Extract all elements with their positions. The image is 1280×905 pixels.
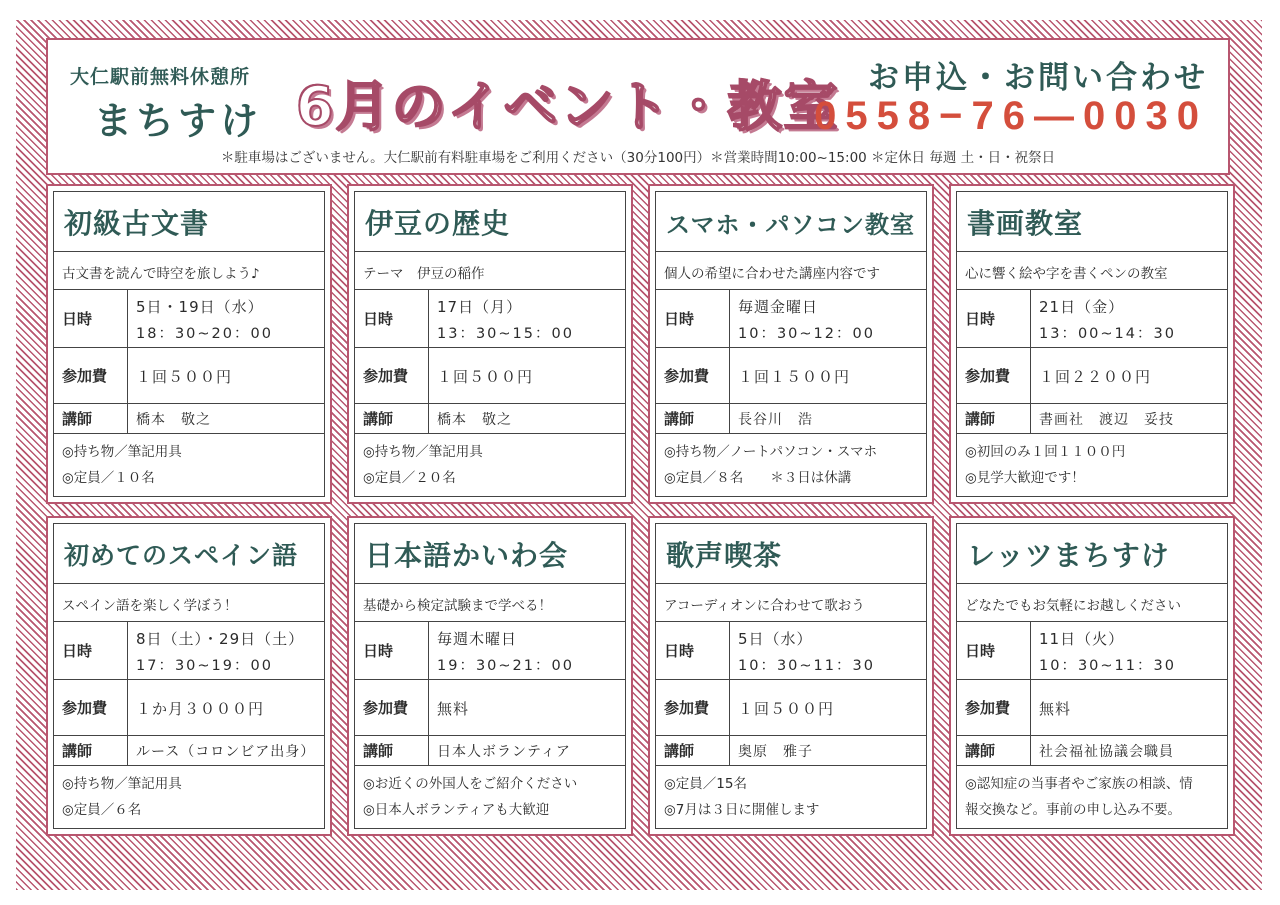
- fee-label: 参加費: [656, 348, 730, 403]
- event-title: 伊豆の歴史: [365, 207, 511, 240]
- event-title: 日本語かいわ会: [365, 539, 569, 572]
- event-time: 18：30~20：00: [136, 326, 273, 342]
- event-time: 17：30~19：00: [136, 658, 273, 674]
- event-date: 17日（月）: [437, 298, 523, 316]
- event-fee: １回１５００円: [738, 368, 851, 386]
- event-instructor: 日本人ボランティア: [437, 744, 571, 760]
- phone-number: 0558−76―0030: [814, 94, 1208, 138]
- fee-label: 参加費: [957, 680, 1031, 735]
- event-instructor: ルース（コロンビア出身）: [136, 744, 316, 760]
- instructor-label: 講師: [355, 736, 429, 765]
- event-note: ◎日本人ボランティアも大歓迎: [363, 802, 550, 818]
- notice-text: ＊駐車場はございません。大仁駅前有料駐車場をご利用ください（30分100円）＊営業時間10:00~15:00 ＊定休日 毎週 土・日・祝祭日: [220, 150, 1056, 166]
- fee-label: 参加費: [355, 348, 429, 403]
- event-instructor: 書画社 渡辺 妥技: [1039, 412, 1174, 428]
- event-note: ◎持ち物／筆記用具: [62, 444, 182, 460]
- date-label: 日時: [355, 622, 429, 679]
- event-date: 5日・19日（水）: [136, 298, 264, 316]
- event-note: ◎持ち物／ノートパソコン・スマホ: [664, 444, 878, 460]
- event-note: 報交換など。事前の申し込み不要。: [965, 802, 1181, 818]
- event-card: [949, 184, 1235, 504]
- date-label: 日時: [355, 290, 429, 347]
- event-desc: 基礎から検定試験まで学べる！: [363, 598, 552, 614]
- event-note: ◎持ち物／筆記用具: [62, 776, 182, 792]
- instructor-label: 講師: [54, 736, 128, 765]
- date-label: 日時: [957, 622, 1031, 679]
- event-note: ◎認知症の当事者やご家族の相談、情: [965, 776, 1193, 792]
- event-desc: 心に響く絵や字を書くペンの教室: [965, 266, 1168, 282]
- event-note: ◎定員／１０名: [62, 470, 155, 486]
- event-card: [347, 184, 633, 504]
- header-banner: [46, 38, 1230, 175]
- event-date: 5日（水）: [738, 630, 813, 648]
- date-label: 日時: [656, 290, 730, 347]
- event-time: 10：30~11：30: [738, 658, 875, 674]
- event-title: 書画教室: [967, 207, 1084, 240]
- event-card: [648, 516, 934, 836]
- venue-label: 大仁駅前無料休憩所: [70, 66, 251, 88]
- event-instructor: 長谷川 浩: [738, 412, 813, 428]
- event-date: 11日（火）: [1039, 630, 1125, 648]
- event-instructor: 橋本 敬之: [136, 412, 211, 428]
- event-desc: スペイン語を楽しく学ぼう！: [62, 598, 238, 614]
- event-fee: １回５００円: [738, 700, 835, 718]
- event-desc: 個人の希望に合わせた講座内容です: [664, 266, 880, 282]
- event-note: ◎見学大歓迎です！: [965, 470, 1085, 486]
- event-note: ◎7月は３日に開催します: [664, 802, 820, 818]
- event-fee: 無料: [437, 700, 470, 718]
- event-desc: どなたでもお気軽にお越しください: [965, 598, 1181, 614]
- event-title: 初級古文書: [64, 207, 210, 240]
- fee-label: 参加費: [355, 680, 429, 735]
- fee-label: 参加費: [656, 680, 730, 735]
- event-instructor: 橋本 敬之: [437, 412, 512, 428]
- event-note: ◎持ち物／筆記用具: [363, 444, 483, 460]
- event-card: [949, 516, 1235, 836]
- instructor-label: 講師: [54, 404, 128, 433]
- event-title: 歌声喫茶: [666, 539, 783, 572]
- event-fee: １回２２００円: [1039, 368, 1152, 386]
- event-card: [347, 516, 633, 836]
- instructor-label: 講師: [957, 404, 1031, 433]
- event-title: レッツまちすけ: [967, 539, 1170, 572]
- event-note: ◎定員／15名: [664, 776, 747, 792]
- date-label: 日時: [54, 622, 128, 679]
- event-note: ◎初回のみ１回１１００円: [965, 444, 1126, 460]
- event-fee: １回５００円: [136, 368, 233, 386]
- event-fee: 無料: [1039, 700, 1072, 718]
- instructor-label: 講師: [355, 404, 429, 433]
- event-note: ◎定員／６名: [62, 802, 142, 818]
- event-date: 毎週金曜日: [738, 298, 819, 316]
- instructor-label: 講師: [656, 404, 730, 433]
- date-label: 日時: [656, 622, 730, 679]
- event-instructor: 社会福祉協議会職員: [1039, 744, 1174, 760]
- event-card: [46, 516, 332, 836]
- date-label: 日時: [54, 290, 128, 347]
- event-instructor: 奥原 雅子: [738, 744, 813, 760]
- event-title: スマホ・パソコン教室: [666, 211, 916, 239]
- event-fee: １回５００円: [437, 368, 534, 386]
- date-label: 日時: [957, 290, 1031, 347]
- event-desc: アコーディオンに合わせて歌おう: [664, 598, 865, 614]
- event-time: 19：30~21：00: [437, 658, 574, 674]
- event-note: ◎定員／８名 ＊３日は休講: [664, 470, 852, 486]
- event-note: ◎定員／２０名: [363, 470, 456, 486]
- event-fee: １か月３０００円: [136, 700, 265, 718]
- contact-label: お申込・お問い合わせ: [868, 60, 1208, 96]
- instructor-label: 講師: [957, 736, 1031, 765]
- venue-name: まちすけ: [94, 99, 263, 143]
- fee-label: 参加費: [54, 348, 128, 403]
- event-note: ◎お近くの外国人をご紹介ください: [363, 776, 578, 792]
- event-time: 13：00~14：30: [1039, 326, 1176, 342]
- event-date: 21日（金）: [1039, 298, 1125, 316]
- event-date: 毎週木曜日: [437, 630, 518, 648]
- event-desc: テーマ 伊豆の稲作: [363, 266, 485, 282]
- event-time: 13：30~15：00: [437, 326, 574, 342]
- instructor-label: 講師: [656, 736, 730, 765]
- event-time: 10：30~12：00: [738, 326, 875, 342]
- event-card: [46, 184, 332, 504]
- event-date: 8日（土）・29日（土）: [136, 630, 305, 648]
- event-title: 初めてのスペイン語: [64, 541, 299, 570]
- fee-label: 参加費: [957, 348, 1031, 403]
- event-time: 10：30~11：30: [1039, 658, 1176, 674]
- event-card: [648, 184, 934, 504]
- fee-label: 参加費: [54, 680, 128, 735]
- page-title: 6月のイベント・教室: [296, 75, 840, 138]
- event-desc: 古文書を読んで時空を旅しよう♪: [62, 266, 260, 282]
